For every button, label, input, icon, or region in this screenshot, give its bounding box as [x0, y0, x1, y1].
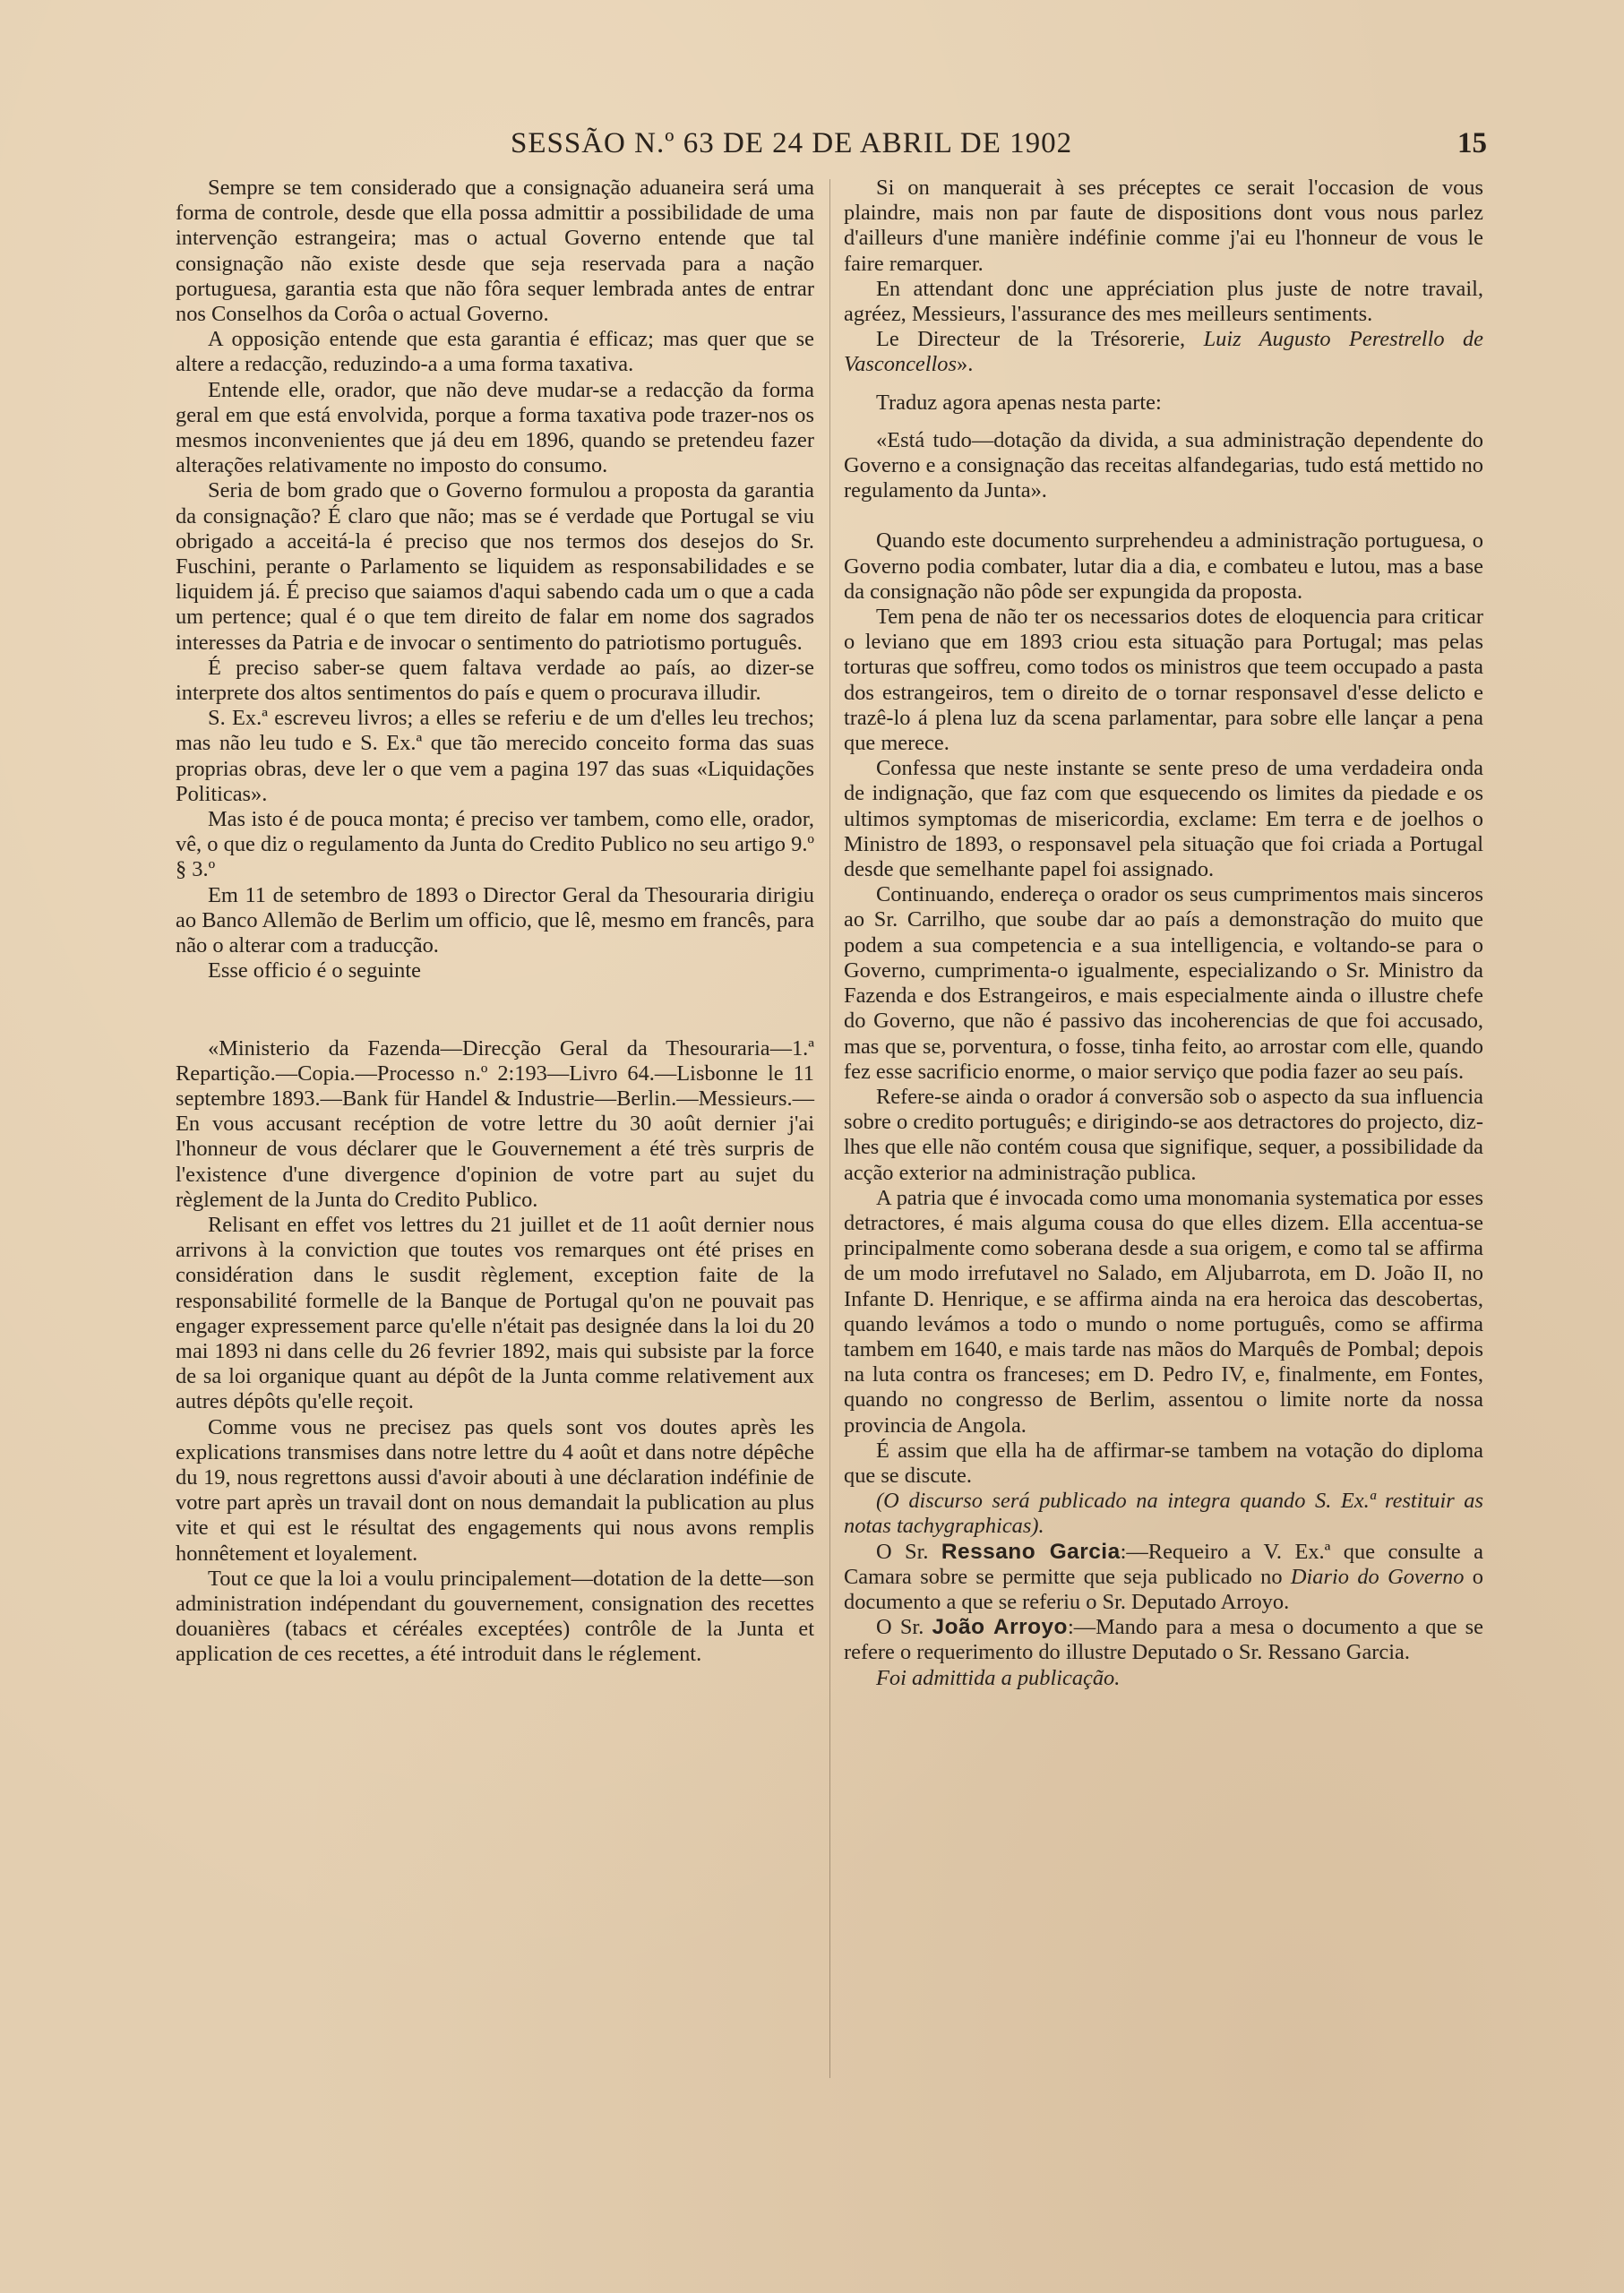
header-title: SESSÃO N.º 63 DE 24 DE ABRIL DE 1902: [511, 127, 1073, 159]
signature-prefix: Le Directeur de la Trésorerie,: [876, 327, 1204, 352]
left-column: [176, 176, 814, 1668]
speech-text: :—Mando para a mesa o documento a que se refere o requerimento do illustre Deputado o Sr. Ressano Garcia.: [844, 1615, 1484, 1665]
speaker-name: Ressano Garcia: [941, 1539, 1121, 1564]
speaker-prefix: O Sr.: [876, 1539, 941, 1564]
publication-name: Diario do Governo: [1290, 1564, 1465, 1589]
paragraph: Seria de bom grado que o Governo formulou a proposta da garantia da consignação? É claro que não; mas se é verdade que Portugal se viu obrigado a acceitá-la é preciso que nos termos dos desejos do Sr. Fuschini, perante o Parlamento se liquidem as responsabilidades e se liquidem já. É preciso que saiamos d'aqui sabendo cada um o que a cada um pertence; qual é o que tem direito de falar em nome dos sagrados interesses da Patria e de invocar o sentimento do patriotismo português.: [176, 478, 814, 655]
paragraph: Mas isto é de pouca monta; é preciso ver tambem, como elle, orador, vê, o que diz o regulamento da Junta do Credito Publico no seu artigo 9.º § 3.º: [176, 807, 814, 882]
speech-text: o documento a que se referiu o Sr. Deputado Arroyo.: [844, 1564, 1484, 1614]
paragraph: É assim que ella ha de affirmar-se tambem na votação do diploma que se discute.: [844, 1438, 1483, 1488]
paragraph: Quando este documento surprehendeu a administração portuguesa, o Governo podia combater, lutar dia a dia, e combateu e lutou, mas a base da consignação não pôde ser expungida da proposta.: [844, 528, 1483, 604]
paragraph: Sempre se tem considerado que a consignação aduaneira será uma forma de controle, desde que ella possa admittir a possibilidade de uma intervenção estrangeira; mas o actual Governo entende que tal consignação não existe desde que seja reservada para a nação portuguesa, garantia esta que não fôra sequer lembrada antes de entrar nos Conselhos da Corôa o actual Governo.: [176, 176, 814, 327]
quoted-letter-paragraph: Si on manquerait à ses préceptes ce serait l'occasion de vous plaindre, mais non par faute de dispositions dont vous nous parlez d'ailleurs d'une manière indéfinie comme j'ai eu l'honneur de vous le faire remarquer.: [844, 176, 1483, 276]
arroyo-statement: [844, 1615, 1483, 1665]
column-divider: [829, 179, 830, 2078]
final-note: Foi admittida a publicação.: [876, 1665, 1121, 1690]
quoted-letter-paragraph: Tout ce que la loi a voulu principalement—dotation de la dette—son administration indépendant du gouvernement, consignation des recettes douanières (tabacs et céréales exceptées) contrôle de la Junta et application de ces recettes, a été introduit dans le réglement.: [176, 1566, 814, 1667]
speaker-name: João Arroyo: [932, 1615, 1068, 1640]
paragraph: Confessa que neste instante se sente preso de uma verdadeira onda de indignação, que faz com que esquecendo os limites da piedade e os ultimos symptomas de misericordia, exclame: Em terra e de joelhos o Ministro de 1893, o responsavel pela situação que foi criada a Portugal desde que semelhante papel foi assignado.: [844, 756, 1483, 882]
paragraph: A opposição entende que esta garantia é efficaz; mas quer que se altere a redacção, reduzindo-a a uma forma taxativa.: [176, 327, 814, 377]
paragraph: A patria que é invocada como uma monomania systematica por esses detractores, é mais alguma cousa do que elles dizem. Ella accentua-se principalmente como soberana desde a sua origem, e como tal se affirma de um modo irrefutavel no Salado, em Aljubarrota, em D. João II, no Infante D. Henrique, e se affirma ainda na era heroica das descobertas, quando levámos a todo o mundo o nome português, como se affirma tambem em 1640, e mais tarde nas mãos do Marquês de Pombal; depois na luta contra os franceses; em D. Pedro IV, e, finalmente, em Fontes, quando no congresso de Berlim, assentou o limite norte da nossa provincia de Angola.: [844, 1185, 1483, 1438]
quoted-letter-paragraph: «Ministerio da Fazenda—Direcção Geral da Thesouraria—1.ª Repartição.—Copia.—Processo n.º 2:193—Livro 64.—Lisbonne le 11 septembre 1893.—Bank für Handel & Industrie—Berlin.—Messieurs.—En vous accusant recéption de votre lettre du 30 août dernier j'ai l'honneur de vous déclarer que le Gouvernement a été très surpris de l'existence d'une divergence d'opinion de votre part au sujet du règlement de la Junta do Credito Publico.: [176, 1035, 814, 1212]
speaker-prefix: O Sr.: [876, 1615, 932, 1640]
garcia-request: [844, 1540, 1483, 1616]
page-header: [179, 127, 1487, 167]
quoted-letter-paragraph: Comme vous ne precisez pas quels sont vos doutes après les explications transmises dans notre lettre du 4 août et dans notre dépêche du 19, nous regrettons aussi d'avoir abouti à une déclaration indéfinie de votre part après un travail dont on nous demandait la publication au plus vite et qui est le résultat des engagements qui nous avons remplis honnêtement et loyalement.: [176, 1414, 814, 1566]
right-column: [844, 176, 1483, 1691]
paragraph: S. Ex.ª escreveu livros; a elles se referiu e de um d'elles leu trechos; mas não leu tudo e S. Ex.ª que tão merecido conceito forma das suas proprias obras, deve ler o que vem a pagina 197 das suas «Liquidações Politicas».: [176, 706, 814, 806]
paragraph: Esse officio é o seguinte: [208, 958, 421, 983]
quoted-letter-paragraph: En attendant donc une appréciation plus juste de notre travail, agréez, Messieurs, l'assurance des mes meilleurs sentiments.: [844, 276, 1483, 327]
paragraph: Refere-se ainda o orador á conversão sob o aspecto da sua influencia sobre o credito português; e dirigindo-se aos detractores do projecto, diz-lhes que elle não contém cousa que signifique, sequer, a possibilidade da acção exterior na administração publica.: [844, 1084, 1483, 1185]
speech-text: :—Requeiro a V. Ex.ª que consulte a Camara sobre se permitte que seja publicado no: [844, 1539, 1483, 1589]
signature-name: Luiz Augusto Perestrello de Vasconcellos: [844, 327, 1483, 377]
paragraph: Entende elle, orador, que não deve mudar-se a redacção da forma geral em que está envolvida, porque a forma taxativa pode trazer-nos os mesmos inconvenientes que já deu em 1896, quando se pretendeu fazer alterações relativamente no imposto do consumo.: [176, 377, 814, 478]
page-number: 15: [1457, 127, 1487, 159]
discurso-note: (O discurso será publicado na integra quando S. Ex.ª restituir as notas tachygraphicas).: [844, 1489, 1483, 1539]
paragraph: Tem pena de não ter os necessarios dotes de eloquencia para criticar o leviano que em 1893 criou esta situação para Portugal; mas pelas torturas que soffreu, como todos os ministros que teem occupado a pasta dos estrangeiros, tem o direito de o tornar responsavel d'esse delicto e trazê-lo á plena luz da scena parlamentar, para sobre elle lançar a pena que merece.: [844, 605, 1483, 756]
paragraph: Em 11 de setembro de 1893 o Director Geral da Thesouraria dirigiu ao Banco Allemão de Berlim um officio, que lê, mesmo em francês, para não o alterar com a traducção.: [176, 882, 814, 958]
paragraph: É preciso saber-se quem faltava verdade ao país, ao dizer-se interprete dos altos sentimentos do país e quem o procurava illudir.: [176, 655, 814, 706]
quoted-letter-paragraph: Relisant en effet vos lettres du 21 juillet et de 11 août dernier nous arrivons à la conviction que toutes vos remarques ont été prises en considération dans le susdit règlement, exception faite de la responsabilité formelle de la Banque de Portugal qu'on ne pouvait pas engager expressement parce qu'elle n'était pas designée dans la loi du 20 mai 1893 ni dans celle du 26 fevrier 1892, mais qui subsiste par la force de sa loi organique quant au dépôt de la Junta comme relativement aux autres dépôts qu'elle reçoit.: [176, 1212, 814, 1414]
letter-signature: [844, 327, 1483, 377]
paragraph: Traduz agora apenas nesta parte:: [876, 390, 1162, 415]
paragraph: Continuando, endereça o orador os seus cumprimentos mais sinceros ao Sr. Carrilho, que soube dar ao país a demonstração do muito que podem a sua competencia e a sua intelligencia, e voltando-se para o Governo, cumprimenta-o igualmente, especializando o Sr. Ministro da Fazenda e dos Estrangeiros, e mais especialmente ainda o illustre chefe do Governo, que não é passivo das incoherencias de que foi accusado, mas que se, porventura, o fosse, tinha feito, ao arrostar com elle, quando fez esse sacrificio enorme, o maior serviço que podia fazer ao seu país.: [844, 882, 1483, 1084]
signature-suffix: ».: [957, 352, 974, 377]
paragraph: «Está tudo—dotação da divida, a sua administração dependente do Governo e a consignação das receitas alfandegarias, tudo está mettido no regulamento da Junta».: [844, 427, 1483, 503]
